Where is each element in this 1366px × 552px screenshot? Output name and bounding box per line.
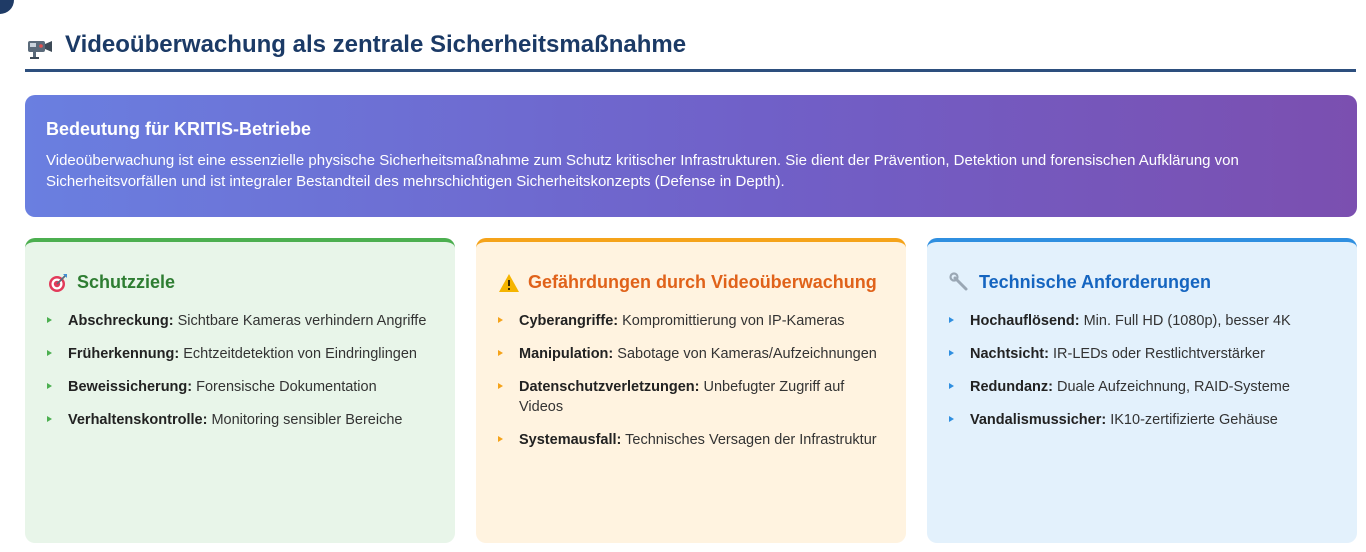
card-title (949, 270, 1335, 295)
list-item (47, 377, 433, 397)
item-label: Verhaltenskontrolle: (68, 412, 208, 428)
item-label: Früherkennung: (68, 346, 180, 362)
item-label: Manipulation: (519, 346, 614, 362)
list-item (47, 344, 433, 364)
item-label: Beweissicherung: (68, 379, 193, 395)
list-item (498, 430, 884, 450)
list-item (47, 311, 433, 331)
banner-heading: Bedeutung für KRITIS-Betriebe (46, 119, 312, 139)
item-text: Forensische Dokumentation (196, 379, 377, 395)
video-camera-icon (25, 32, 55, 62)
target-icon (47, 272, 69, 294)
item-text: Technisches Versagen der Infrastruktur (625, 432, 877, 448)
item-label: Cyberangriffe: (519, 313, 619, 329)
item-text: Min. Full HD (1080p), besser 4K (1083, 313, 1291, 329)
list-item (949, 311, 1335, 331)
page-header (25, 28, 1356, 72)
item-text: Sabotage von Kameras/Aufzeichnungen (617, 346, 877, 362)
card-list (47, 311, 433, 430)
kritis-banner (25, 95, 1357, 217)
item-text: Sichtbare Kameras verhindern Angriffe (177, 313, 427, 329)
item-label: Datenschutzverletzungen: (519, 379, 700, 395)
card-title-text: Gefährdungen durch Videoüberwachung (528, 272, 877, 292)
card-technische-anforderungen (927, 238, 1357, 543)
item-text: Unbefugter Zugriff auf Videos (519, 379, 845, 415)
item-text: Echtzeitdetektion von Eindringlingen (183, 346, 417, 362)
card-list (498, 311, 884, 450)
card-title-text: Schutzziele (77, 272, 176, 292)
item-label: Redundanz: (970, 379, 1053, 395)
warning-icon (498, 272, 520, 294)
card-title-text: Technische Anforderungen (979, 272, 1212, 292)
card-gefaehrdungen (476, 238, 906, 543)
item-text: Monitoring sensibler Bereiche (211, 412, 403, 428)
list-item (949, 410, 1335, 430)
list-item (47, 410, 433, 430)
list-item (949, 377, 1335, 397)
card-list (949, 311, 1335, 430)
banner-text: Videoüberwachung ist eine essenzielle physische Sicherheitsmaßnahme zum Schutz kritischer Infrastrukturen. Sie dient der Prävention, Detektion und forensischen Aufklärung von Sicherheitsvorfällen und ist integraler Bestandteil des mehrschichtigen Sicherheitskonzepts (Defense in Depth). (46, 152, 1239, 190)
list-item (498, 311, 884, 331)
item-label: Hochauflösend: (970, 313, 1080, 329)
list-item (949, 344, 1335, 364)
item-label: Nachtsicht: (970, 346, 1049, 362)
item-text: IK10-zertifizierte Gehäuse (1110, 412, 1278, 428)
list-item (498, 344, 884, 364)
item-text: IR-LEDs oder Restlichtverstärker (1053, 346, 1265, 362)
item-label: Abschreckung: (68, 313, 174, 329)
card-schutzziele (25, 238, 455, 543)
window-corner (0, 0, 14, 14)
card-title (47, 270, 433, 295)
list-item (498, 377, 884, 417)
page-title: Videoüberwachung als zentrale Sicherheitsmaßnahme (65, 31, 687, 58)
item-label: Vandalismussicher: (970, 412, 1107, 428)
card-title (498, 270, 884, 295)
item-text: Kompromittierung von IP-Kameras (622, 313, 845, 329)
wrench-icon (949, 272, 971, 294)
item-label: Systemausfall: (519, 432, 622, 448)
item-text: Duale Aufzeichnung, RAID-Systeme (1057, 379, 1290, 395)
